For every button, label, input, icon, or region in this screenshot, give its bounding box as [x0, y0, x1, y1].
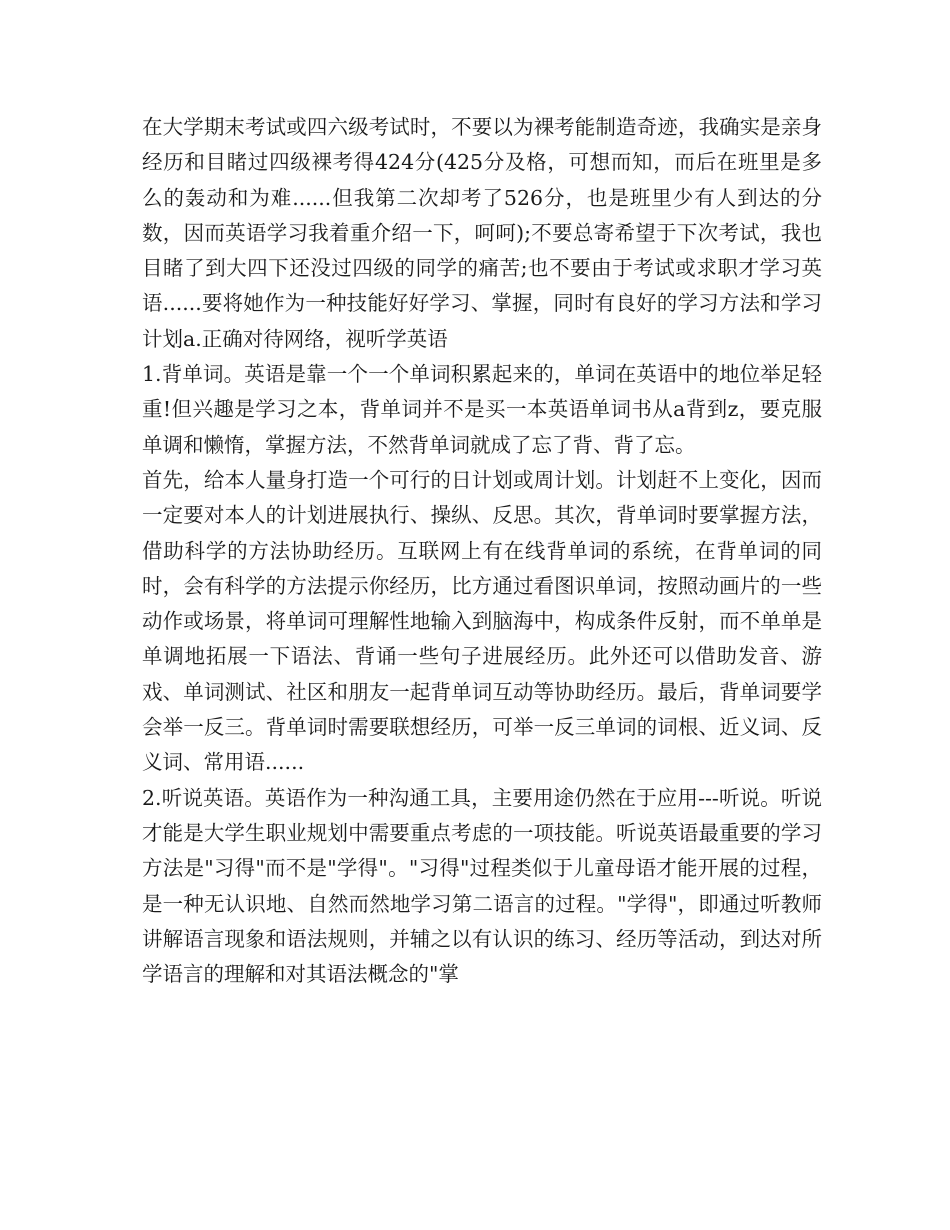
- document-body: [142, 110, 822, 992]
- paragraph-listening-speaking: 2.听说英语。英语作为一种沟通工具，主要用途仍然在于应用---听说。听说才能是大学生职业规划中需要重点考虑的一项技能。听说英语最重要的学习方法是"习得"而不是"学得"。"习得"过程类似于儿童母语才能开展的过程，是一种无认识地、自然而然地学习第二语言的过程。"学得"，即通过听教师讲解语言现象和语法规则，并辅之以有认识的练习、经历等活动，到达对所学语言的理解和对其语法概念的"掌: [142, 785, 822, 987]
- paragraph-intro: 在大学期末考试或四六级考试时，不要以为裸考能制造奇迹，我确实是亲身经历和目睹过四级裸考得424分(425分及格，可想而知，而后在班里是多么的轰动和为难......但我第二次却考了526分，也是班里少有人到达的分数，因而英语学习我着重介绍一下，呵呵);不要总寄希望于下次考试，我也目睹了到大四下还没过四级的同学的痛苦;也不要由于考试或求职才学习英语......要将她作为一种技能好好学习、掌握，同时有良好的学习方法和学习计划a.正确对待网络，视听学英语: [142, 115, 822, 351]
- paragraph-vocabulary: 1.背单词。英语是靠一个一个单词积累起来的，单词在英语中的地位举足轻重!但兴趣是学习之本，背单词并不是买一本英语单词书从a背到z，要克服单调和懒惰，掌握方法，不然背单词就成了忘了背、背了忘。: [142, 362, 822, 457]
- paragraph-vocabulary-methods: 首先，给本人量身打造一个可行的日计划或周计划。计划赶不上变化，因而一定要对本人的计划进展执行、操纵、反思。其次，背单词时要掌握方法，借助科学的方法协助经历。互联网上有在线背单词的系统，在背单词的同时，会有科学的方法提示你经历，比方通过看图识单词，按照动画片的一些动作或场景，将单词可理解性地输入到脑海中，构成条件反射，而不单单是单调地拓展一下语法、背诵一些句子进展经历。此外还可以借助发音、游戏、单词测试、社区和朋友一起背单词互动等协助经历。最后，背单词要学会举一反三。背单词时需要联想经历，可举一反三单词的词根、近义词、反义词、常用语......: [142, 467, 822, 775]
